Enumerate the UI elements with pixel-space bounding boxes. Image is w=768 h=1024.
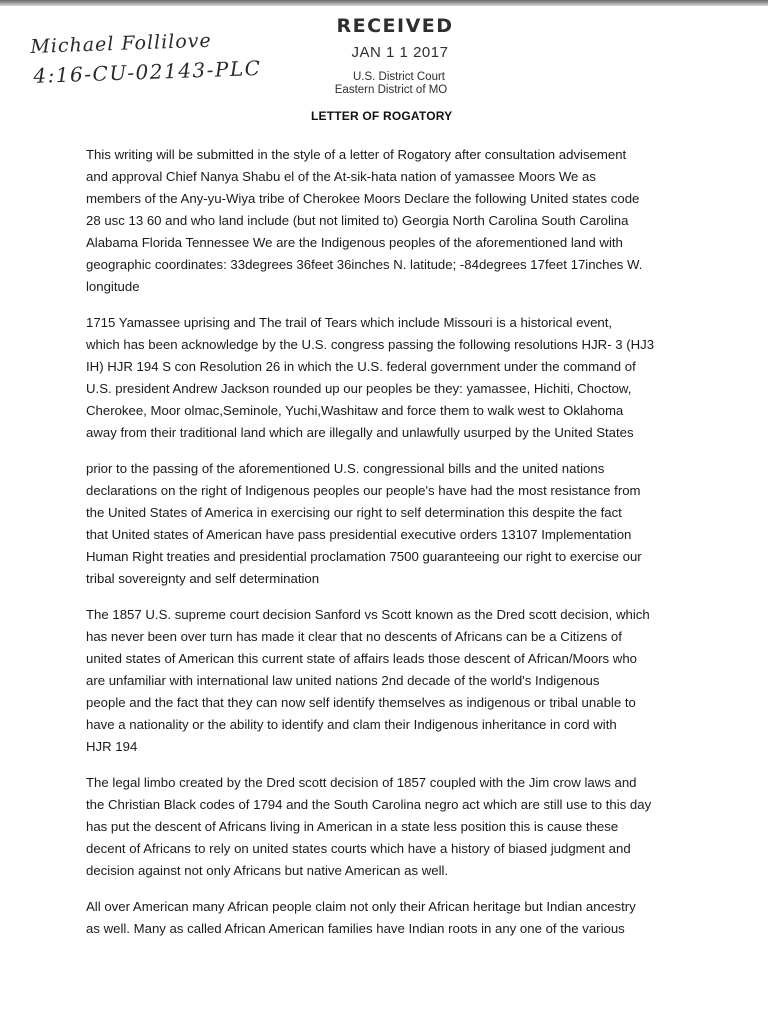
body-paragraph <box>86 458 706 590</box>
paragraph-line: the United States of America in exercising our right to self determination this despite the fact <box>86 505 622 520</box>
paragraph-line: 28 usc 13 60 and who land include (but not limited to) Georgia North Carolina South Carolina <box>86 213 629 228</box>
paragraph-line: which has been acknowledge by the U.S. congress passing the following resolutions HJR- 3 (HJ3 <box>86 337 655 352</box>
body-paragraph <box>86 772 706 882</box>
stamp-date: JAN 1 1 2017 <box>351 44 449 61</box>
paragraph-line: declarations on the right of Indigenous peoples our people's have had the most resistance from <box>86 483 641 498</box>
paragraph-line: the Christian Black codes of 1794 and the South Carolina negro act which are still use to this day <box>86 797 652 812</box>
paragraph-line: away from their traditional land which are illegally and unlawfully usurped by the United States <box>86 425 634 440</box>
paragraph-line: U.S. president Andrew Jackson rounded up our peoples be they: yamassee, Hichiti, Choctow, <box>86 381 632 396</box>
body-paragraph <box>86 312 706 444</box>
paragraph-line: people and the fact that they can now self identify themselves as indigenous or tribal unable to <box>86 695 636 710</box>
paragraph-line: geographic coordinates: 33degrees 36feet 36inches N. latitude; -84degrees 17feet 17inches W. <box>86 257 643 272</box>
paragraph-line: Human Right treaties and presidential proclamation 7500 guaranteeing our right to exercise our <box>86 549 642 564</box>
handwritten-case-number: 4:16-CU-02143-PLC <box>32 55 262 88</box>
stamp-received-label: RECEIVED <box>336 15 454 37</box>
paragraph-line: prior to the passing of the aforementioned U.S. congressional bills and the united nations <box>86 461 605 476</box>
paragraph-line: that United states of American have pass presidential executive orders 13107 Implementation <box>86 527 632 542</box>
paragraph-line: tribal sovereignty and self determination <box>86 571 320 586</box>
paragraph-line: 1715 Yamassee uprising and The trail of Tears which include Missouri is a historical event, <box>86 315 613 330</box>
body-paragraph <box>86 896 706 940</box>
paragraph-line: Alabama Florida Tennessee We are the Indigenous peoples of the aforementioned land with <box>86 235 623 250</box>
paragraph-line: decision against not only Africans but native American as well. <box>86 863 449 878</box>
paragraph-line: Cherokee, Moor olmac,Seminole, Yuchi,Washitaw and force them to walk west to Oklahoma <box>86 403 624 418</box>
paragraph-line: The 1857 U.S. supreme court decision Sanford vs Scott known as the Dred scott decision, which <box>86 607 650 622</box>
received-stamp <box>300 16 470 97</box>
paragraph-line: are unfamiliar with international law united nations 2nd decade of the world's Indigenous <box>86 673 600 688</box>
paragraph-line: has never been over turn has made it clear that no descents of Africans can be a Citizens of <box>86 629 622 644</box>
paragraph-line: HJR 194 <box>86 739 138 754</box>
paragraph-line: IH) HJR 194 S con Resolution 26 in which the U.S. federal government under the command of <box>86 359 636 374</box>
stamp-court: U.S. District Court <box>352 71 445 83</box>
paragraph-line: decent of Africans to rely on united states courts which have a history of biased judgment and <box>86 841 631 856</box>
paragraph-line: All over American many African people claim not only their African heritage but Indian ancestry <box>86 899 636 914</box>
paragraph-line: members of the Any-yu-Wiya tribe of Cherokee Moors Declare the following United states code <box>86 191 640 206</box>
paragraph-line: longitude <box>86 279 140 294</box>
paragraph-line: The legal limbo created by the Dred scott decision of 1857 coupled with the Jim crow laws and <box>86 775 637 790</box>
paragraph-line: and approval Chief Nanya Shabu el of the At-sik-hata nation of yamassee Moors We as <box>86 169 596 184</box>
paragraph-line: have a nationality or the ability to identify and clam their Indigenous inheritance in cord with <box>86 717 617 732</box>
page-edge <box>0 0 768 6</box>
handwritten-annotation <box>30 28 262 88</box>
stamp-district: Eastern District of MO <box>334 84 448 96</box>
handwritten-name: Michael Follilove <box>30 29 213 58</box>
paragraph-line: as well. Many as called African American families have Indian roots in any one of the various <box>86 921 625 936</box>
document-body <box>86 144 706 954</box>
document-title: LETTER OF ROGATORY <box>311 109 453 123</box>
paragraph-line: united states of American this current state of affairs leads those descent of African/Moors who <box>86 651 637 666</box>
paragraph-line: has put the descent of Africans living in American in a state less position this is cause these <box>86 819 619 834</box>
paragraph-line: This writing will be submitted in the style of a letter of Rogatory after consultation advisement <box>86 147 627 162</box>
body-paragraph <box>86 144 706 298</box>
body-paragraph <box>86 604 706 758</box>
